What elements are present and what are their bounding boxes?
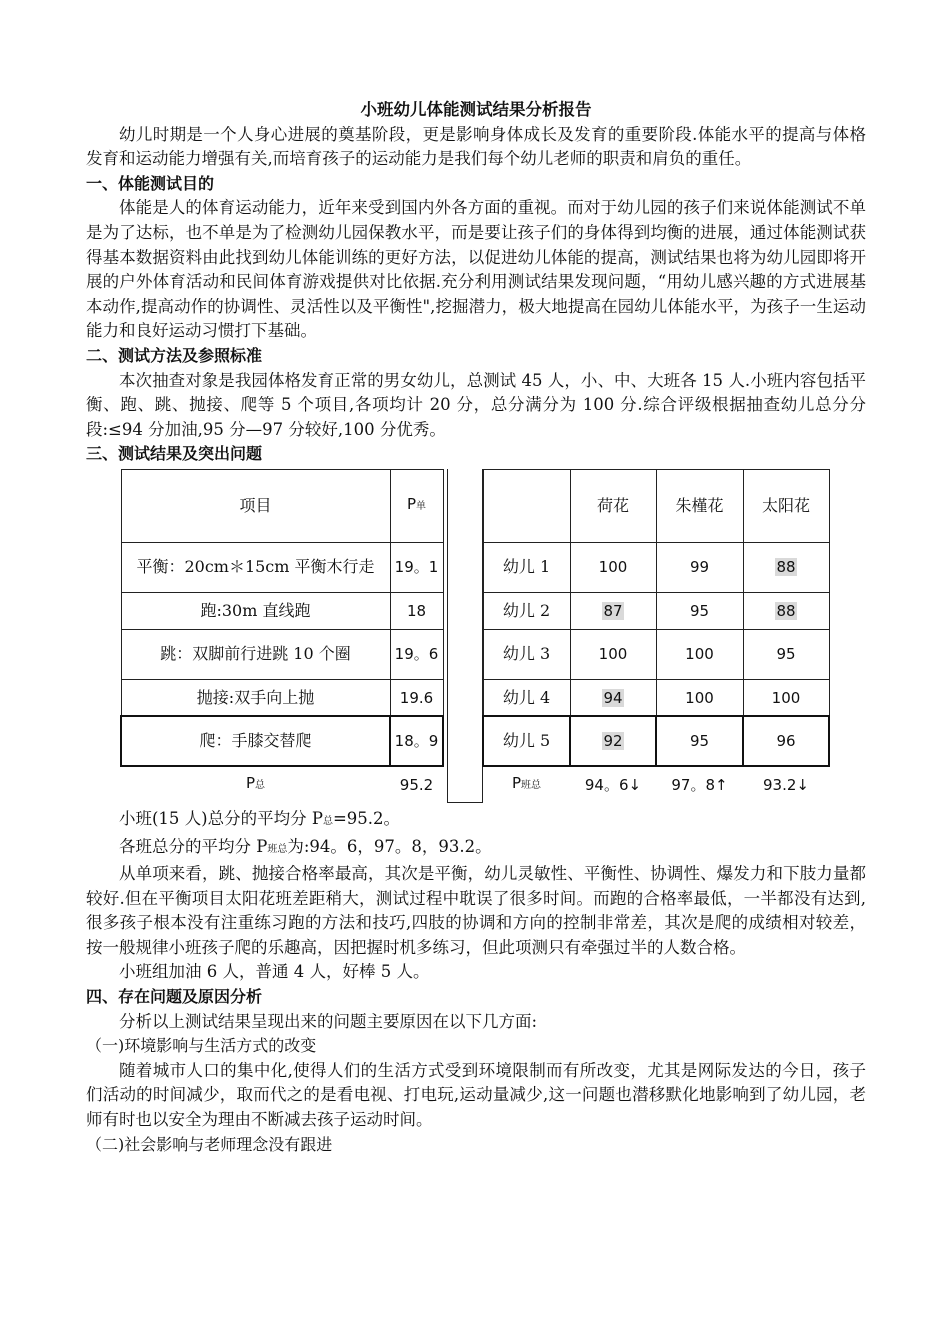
class-header: 荷花 [570, 469, 656, 542]
report-title: 小班幼儿体能测试结果分析报告 [360, 100, 592, 119]
items-row [121, 542, 443, 592]
items-header-item: 项目 [121, 469, 390, 542]
items-header-p-label: P [406, 495, 417, 514]
summary1-sub: 总 [322, 815, 333, 827]
item-name: 平衡：20cm＊15cm 平衡木行走 [121, 542, 390, 592]
score-cell: 100 [656, 679, 743, 716]
summary-total-average [86, 807, 866, 835]
table-gap-box [447, 469, 483, 803]
item-p: 18。9 [390, 716, 443, 766]
average-sub: 班总 [521, 780, 542, 792]
section4-subheading-1: （一)环境影响与生活方式的改变 [86, 1036, 317, 1056]
items-table [120, 469, 444, 803]
section4-heading: 四、存在问题及原因分析 [86, 987, 263, 1007]
section1-paragraph: 体能是人的体育运动能力，近年来受到国内外各方面的重视。而对于幼儿园的孩子们来说体能测试不单是为了达标，也不单是为了检测幼儿园保教水平，而是要让孩子们的身体得到均衡的进展，通过体能测试获得基本数据资料由此找到幼儿体能训练的更好方法，以促进幼儿体能的提高，测试结果也将为幼儿园即将开展的户外体育活动和民间体育游戏提供对比依据.充分利用测试结果发现问题，“用幼儿感兴趣的方式进展基本动作,提高动作的协调性、灵活性以及平衡性",挖掘潜力，极大地提高在园幼儿体能水平，为孩子一生运动能力和良好运动习惯打下基础。 [86, 198, 866, 341]
item-p: 19.6 [390, 679, 443, 716]
item-name: 跳：双脚前行进跳 10 个圈 [121, 629, 390, 679]
average-label [483, 766, 570, 802]
item-p: 18 [390, 592, 443, 629]
child-label: 幼儿 1 [483, 542, 570, 592]
child-label: 幼儿 4 [483, 679, 570, 716]
section4-subheading-2: （二)社会影响与老师理念没有跟进 [86, 1134, 333, 1154]
scores-row [483, 679, 829, 716]
section4-lead: 分析以上测试结果呈现出来的问题主要原因在以下几方面: [119, 1011, 538, 1031]
average-value: 97。8↑ [671, 775, 728, 794]
score-cell: 96 [743, 716, 829, 766]
scores-row [483, 592, 829, 629]
score-cell: 100 [570, 629, 656, 679]
section3-heading: 三、测试结果及突出问题 [86, 444, 263, 464]
item-p: 19。1 [390, 542, 443, 592]
child-label: 幼儿 2 [483, 592, 570, 629]
scores-header-blank [483, 469, 570, 542]
grades-paragraph: 小班组加油 6 人，普通 4 人，好棒 5 人。 [119, 962, 430, 982]
items-row [121, 592, 443, 629]
items-row [121, 629, 443, 679]
section1-heading: 一、体能测试目的 [86, 173, 215, 193]
items-row [121, 716, 443, 766]
average-value: 93.2↓ [763, 775, 809, 794]
score-cell [570, 716, 656, 766]
score-cell: 95 [656, 592, 743, 629]
scores-row [483, 542, 829, 592]
item-name: 跑:30m 直线跑 [121, 592, 390, 629]
items-total-value: 95.2 [399, 775, 434, 794]
intro-paragraph: 幼儿时期是一个人身心进展的奠基阶段，更是影响身体成长及发育的重要阶段.体能水平的提高与体格发育和运动能力增强有关,而培育孩子的运动能力是我们每个幼儿老师的职责和肩负的重任。 [86, 124, 866, 169]
average-p: P [511, 774, 522, 793]
section2-heading: 二、测试方法及参照标准 [86, 345, 263, 365]
summary2-pre: 各班总分的平均分 P [119, 836, 268, 856]
section2-paragraph: 本次抽查对象是我园体格发育正常的男女幼儿，总测试 45 人，小、中、大班各 15 人.小班内容包括平衡、跑、跳、抛接、爬等 5 个项目,各项均计 20 分，总分满分为 100 分.综合评级根据抽查幼儿总分分段:≤94 分加油,95 分—97 分较好,100 分优秀。 [86, 370, 866, 439]
document-page [86, 98, 866, 1157]
items-total-label [121, 766, 390, 802]
summary1-pre: 小班(15 人)总分的平均分 P [119, 808, 323, 828]
section4-sub1-paragraph: 随着城市人口的集中化,使得人们的生活方式受到环境限制而有所改变，尤其是网际发达的今日，孩子们活动的时间减少，取而代之的是看电视、打电玩,运动量减少,这一问题也潜移默化地影响到了幼儿园，老师有时也以安全为理由不断减去孩子运动时间。 [86, 1060, 866, 1130]
scores-row [483, 629, 829, 679]
item-name: 抛接:双手向上抛 [121, 679, 390, 716]
class-scores-table [482, 469, 830, 803]
item-name: 爬：手膝交替爬 [121, 716, 390, 766]
items-header-p [390, 469, 443, 542]
score-highlight: 88 [776, 601, 796, 620]
score-highlight: 92 [603, 732, 623, 751]
score-highlight: 94 [603, 688, 623, 707]
summary2-sub: 班总 [267, 843, 288, 855]
score-cell: 100 [570, 542, 656, 592]
score-cell: 95 [656, 716, 743, 766]
class-header: 朱槿花 [656, 469, 743, 542]
score-highlight: 87 [603, 601, 623, 620]
child-label: 幼儿 3 [483, 629, 570, 679]
score-cell [570, 592, 656, 629]
summary-class-average [86, 835, 866, 863]
summary1-post: =95.2。 [332, 808, 401, 828]
average-value: 94。6↓ [584, 775, 642, 794]
class-header: 太阳花 [743, 469, 829, 542]
score-cell [743, 592, 829, 629]
summary2-post: 为:94。6，97。8，93.2。 [287, 836, 492, 856]
scores-average-row [483, 766, 829, 802]
score-cell [743, 542, 829, 592]
items-total-sub: 总 [255, 780, 266, 792]
analysis-paragraph: 从单项来看，跳、抛接合格率最高，其次是平衡，幼儿灵敏性、平衡性、协调性、爆发力和下肢力量都较好.但在平衡项目太阳花班差距稍大，测试过程中耽误了很多时间。而跑的合格率最低，一半都没有达到,很多孩子根本没有注重练习跑的方法和技巧,四肢的协调和方向的控制非常差，其次是爬的成绩相对较差，按一般规律小班孩子爬的乐趣高，因把握时机多练习，但此项测只有牵强过半的人数合格。 [86, 864, 866, 957]
items-row [121, 679, 443, 716]
items-total-row [121, 766, 443, 802]
score-cell: 100 [656, 629, 743, 679]
child-label: 幼儿 5 [483, 716, 570, 766]
score-cell: 95 [743, 629, 829, 679]
results-tables [86, 469, 866, 807]
score-highlight: 88 [776, 558, 796, 577]
items-header-p-sub: 单 [416, 501, 427, 513]
score-cell: 100 [743, 679, 829, 716]
score-cell: 99 [656, 542, 743, 592]
scores-row [483, 716, 829, 766]
score-cell [570, 679, 656, 716]
item-p: 19。6 [390, 629, 443, 679]
items-total-p: P [245, 774, 256, 793]
